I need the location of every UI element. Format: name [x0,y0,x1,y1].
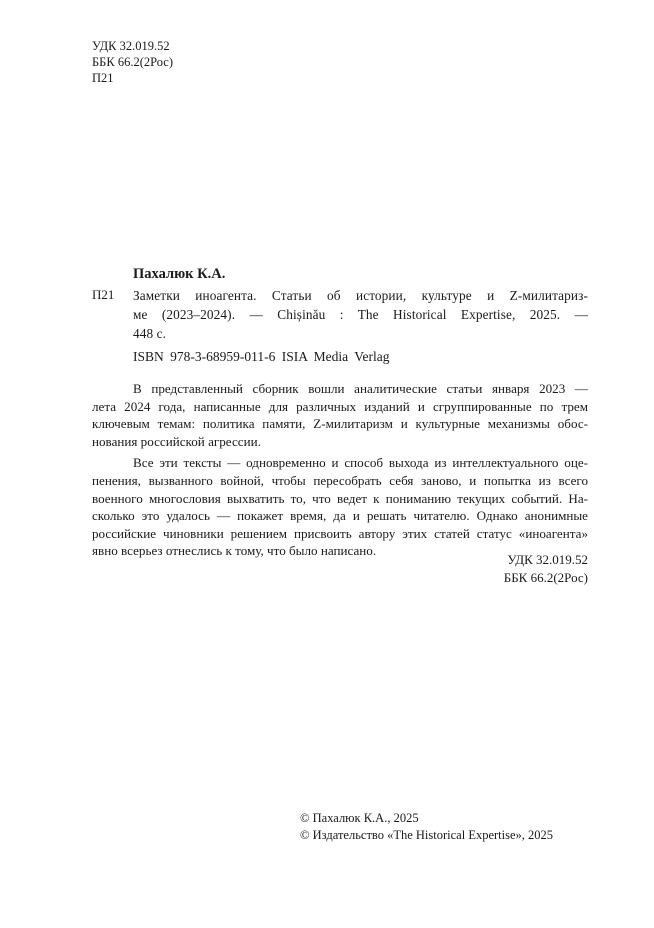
udk-code: УДК 32.019.52 [92,39,170,53]
author-name: Пахалюк К.А. [133,266,226,282]
udk-code: УДК 32.019.52 [507,552,588,567]
bbk-code: ББК 66.2(2Рос) [92,55,174,69]
copyright-block [300,810,553,844]
annotation-line: ключевым темам: политика памяти, Z-милитаризм и культурные механизмы обос- [92,416,588,432]
entry-author-code: П21 [92,287,115,302]
annotation-line: лета 2024 года, написанные для различных изданий и сгруппированные по трем [92,398,588,414]
annotation-line: явно всерьез отнеслись к тому, что было написано. [92,543,377,559]
title-line: Заметки иноагента. Статьи об истории, культуре и Z-милитариз- [133,288,588,303]
annotation-line: российские чиновники решением присвоить автору этих статей статус «иноагента» [92,525,588,541]
annotation-line: сколько это удалось — покажет время, да и решать читателю. Однако анонимные [92,508,588,524]
annotation-line: В представленный сборник вошли аналитические статьи января 2023 — [133,381,588,396]
annotation-line: пенения, вызванного войной, чтобы пересобрать себя заново, и попытка из всего [92,472,588,488]
author-code: П21 [92,71,114,85]
classification-codes [92,38,173,86]
copyright-author: © Пахалюк К.А., 2025 [300,811,419,825]
annotation-line: нования российской агрессии. [92,433,261,449]
bbk-code: ББК 66.2(2Рос) [503,570,588,585]
bottom-classification-codes [504,551,588,587]
annotation-paragraph [92,454,588,560]
annotation-line: военного многословия выхватить то, что ведет к пониманию текущих событий. На- [92,490,588,506]
isbn: ISBN 978-3-68959-011-6 ISIA Media Verlag [133,349,390,364]
annotation-paragraph [92,380,588,450]
copyright-publisher: © Издательство «The Historical Expertise», 2025 [300,828,554,842]
title-line: ме (2023–2024). — Chișinău : The Historical Expertise, 2025. — [133,307,588,322]
bibliographic-description [133,286,588,343]
annotation [92,380,588,564]
title-line: 448 с. [133,326,167,341]
annotation-line: Все эти тексты — одновременно и способ выхода из интеллектуального оце- [133,455,588,471]
